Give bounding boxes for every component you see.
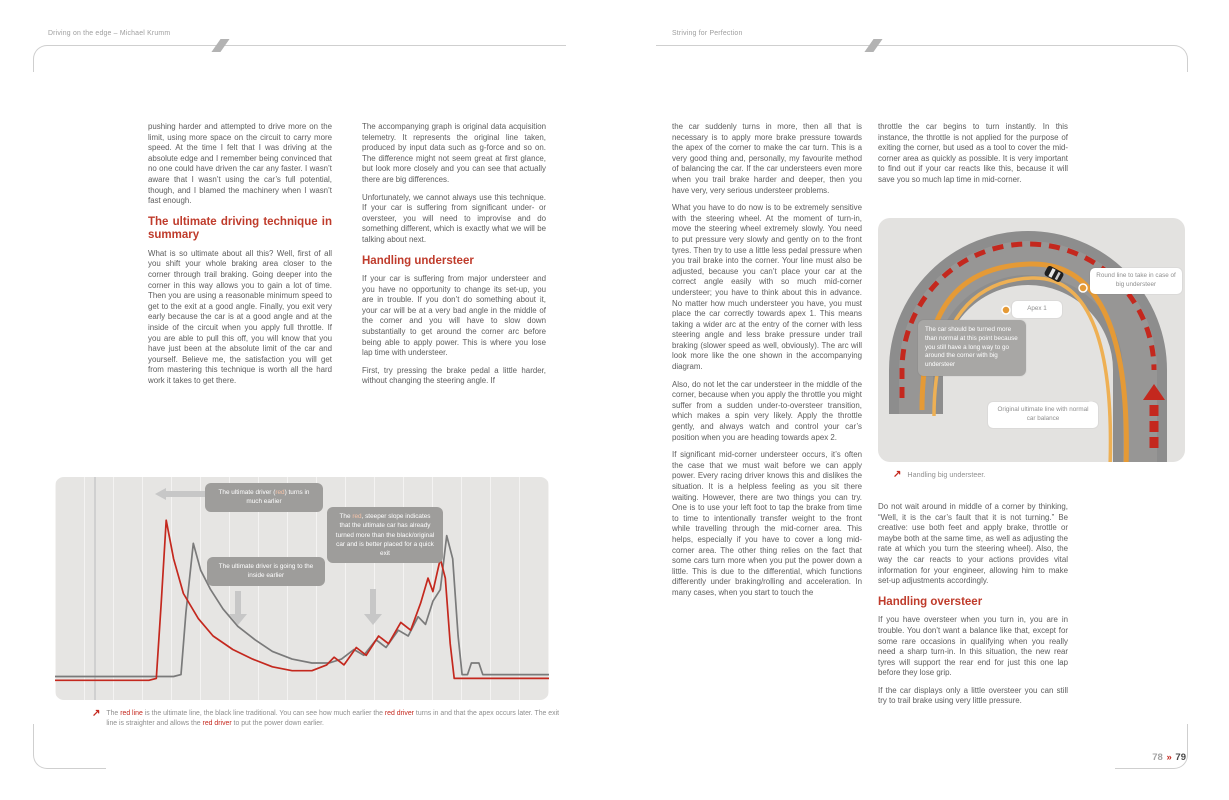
section-heading: Handling oversteer <box>878 595 983 608</box>
paragraph: pushing harder and attempted to drive more on the limit, using more space on the circuit to carry more speed. At the time I felt that I was driving at the absolute edge and I remember being convinced that no one could have driven the car any faster. I wasn’t aware that I wasn’t using the car’s full potential, though, and I blamed the machinery when I wasn’t fast enough. <box>148 122 332 206</box>
corner-line-top-left <box>33 45 566 72</box>
arrow-down-shaft <box>235 591 241 614</box>
chart-callout-turn-in: The ultimate driver (red) turns in much earlier <box>205 483 323 512</box>
corner-line-top-right <box>656 45 1188 72</box>
arrow-down-shaft <box>370 589 376 614</box>
running-header-left: Driving on the edge – Michael Krumm <box>48 30 171 37</box>
diagram-caption-text: Handling big understeer. <box>907 470 986 479</box>
left-page-column-1 <box>148 122 332 394</box>
diagram-callout-apex1: Apex 1 <box>1012 301 1062 318</box>
arrow-down-icon <box>229 614 247 625</box>
page-number-separator-icon: » <box>1166 752 1172 763</box>
running-header-right: Striving for Perfection <box>672 30 743 37</box>
corner-line-bottom-left <box>33 724 106 769</box>
arrow-down-icon <box>364 614 382 625</box>
trace-ultimate <box>55 520 549 680</box>
paragraph: If the car displays only a little oversteer you can still try to trail brake using very little pressure. <box>878 685 1068 706</box>
slash-icon <box>864 39 882 52</box>
section-heading: The ultimate driving technique in summary <box>148 215 332 242</box>
paragraph: What you have to do now is to be extremely sensitive with the steering wheel. At the moment of turn-in, move the steering wheel extremely slowly. You need to put pressure very slowly and gently on to the front tyres. Then try to use a little less pedal pressure when you trail brake into the corner. Your line must also be adjusted, because you can’t place your car at the correct angle easily with so much mid-corner understeer; you have to think about this in advance. No matter how much understeer you have, you must place the car correctly towards apex 1. This means taking a wider arc at the entry of the corner with less steering angle and less brake pressure under trail braking (slower speed as well, obviously). The arc will look more like the one shown in the accompanying diagram. <box>672 203 862 372</box>
chart-caption <box>92 709 570 730</box>
paragraph: Do not wait around in middle of a corner by thinking, “Well, it is the car’s fault that it is not turning.” Be creative: use both feet and apply brake, throttle or maybe both at the same time, as well as adjusting the rate at which you turn the steering wheel). Also, the way the car reacts to your actions provides vital information for your engineer, allowing him to make set-up adjustments accordingly. <box>878 502 1068 586</box>
slash-icon <box>211 39 229 52</box>
diagram-callout-round-line: Round line to take in case of big understeer <box>1090 268 1182 294</box>
page-numbers <box>1120 752 1186 763</box>
right-page-column-1 <box>672 122 862 606</box>
right-page-column-2-top <box>878 122 1068 193</box>
paragraph: The accompanying graph is original data acquisition telemetry. It represents the original line taken, produced by input data such as g-force and so on. The difference might not seem great at first glance, but look more closely and you can see that actually there are big differences. <box>362 122 546 184</box>
page-number-left: 78 <box>1152 752 1163 763</box>
caption-arrow-icon: ↗ <box>92 708 101 719</box>
right-page-column-2-bottom <box>878 502 1068 714</box>
paragraph: If you have oversteer when you turn in, you are in trouble. You don’t want a balance like that, except for some rare occasions in qualifying when you really need a sharp turn-in. In this situation, the new rear tyres will support the rear end for just this one lap before they lose grip. <box>878 615 1068 678</box>
left-page-column-2 <box>362 122 546 394</box>
paragraph: What is so ultimate about all this? Well, first of all you shift your whole braking area closer to the corner through trail braking. Going deeper into the corner in this way allows you to gain a lot of time. Then you are using a reasonable minimum speed to get to the exit at a good angle. Finally, you exit very early because the car is at a good angle and at the inside of the circuit when you apply full throttle. If you are able to pull this off, you will know that you have just been at the absolute limit of the car and yourself. Believe me, the satisfaction you will get from mastering this technique is worth all the hard work it takes to get there. <box>148 248 332 385</box>
callout-anchor-dot <box>1002 306 1010 314</box>
paragraph: throttle the car begins to turn instantly. In this instance, the throttle is not applied for the purpose of exiting the corner, but used as a tool to cover the mid-corner area as quickly as possible. It is very important to find out if your car reacts like this, because it will save you so much lap time in mid-corner. <box>878 122 1068 184</box>
chart-caption-text: The red line is the ultimate line, the black line traditional. You can see how much earlier the red driver turns in and that the apex occurs later. The exit line is straighter and allows the red driver to put the power down earlier. <box>106 710 560 728</box>
diagram-caption <box>893 470 1153 481</box>
chart-callout-inside-earlier: The ultimate driver is going to the inside earlier <box>207 557 325 586</box>
page-number-right: 79 <box>1175 752 1186 763</box>
diagram-callout-original-line: Original ultimate line with normal car balance <box>988 402 1098 428</box>
paragraph: Also, do not let the car understeer in the middle of the corner, because when you apply the throttle you might suffer from a sudden under-to-oversteer transition, which makes a spin very likely. Apply the throttle gently, and always watch and control your car’s position when you are heading towards apex 2. <box>672 379 862 442</box>
understeer-diagram <box>878 218 1185 462</box>
diagram-callout-car-note: The car should be turned more than normal at this point because you still have a long way to go around the corner with big understeer <box>918 320 1026 376</box>
paragraph: Unfortunately, we cannot always use this technique. If your car is suffering from significant under- or oversteer, you will need to improvise and do something different, which is exactly what we will be talking about next. <box>362 192 546 244</box>
callout-anchor-dot <box>1079 284 1087 292</box>
paragraph: If your car is suffering from major understeer and you have no opportunity to change its set-up, you are in trouble. If you don’t do something about it, your car will be at a very bad angle in the middle of the corner and you will have to slow down substantially to get around the corner arc before being able to apply power. This is where you lose lap time with understeer. <box>362 274 546 358</box>
paragraph: First, try pressing the brake pedal a little harder, without changing the steering angle. If <box>362 365 546 386</box>
section-heading: Handling understeer <box>362 254 474 267</box>
paragraph: If significant mid-corner understeer occurs, it’s often the case that we must wait before we can apply power. Every racing driver knows this and dislikes the situation. It is a helpless feeling as you sit there waiting. However, there are two things you can try. One is to use your left foot to tap the brake from time to time to intentionally transfer weight to the front while travelling through the mid-corner area. This helps, especially if you have to cover a long mid-corner area. The other thing relies on the fact that some cars turn more when you put the power down a little. This is due to the differential, which functions differently under braking/rolling and acceleration. In many cases, when you start to touch the <box>672 450 862 597</box>
caption-arrow-icon: ↗ <box>893 469 902 480</box>
paragraph: the car suddenly turns in more, then all that is necessary is to apply more brake pressure towards the apex of the corner to make the car turn. This is a very good thing and, personally, my favourite method of balancing the car. If the car understeers even more when you trail brake harder and deeper, then you have very, very serious understeer problems. <box>672 122 862 195</box>
telemetry-chart <box>55 477 549 700</box>
arrow-left-shaft <box>165 491 205 497</box>
chart-callout-steeper-slope: The red, steeper slope indicates that the ultimate car has already turned more than the black/original car and is better placed for a quick exit <box>327 507 443 563</box>
